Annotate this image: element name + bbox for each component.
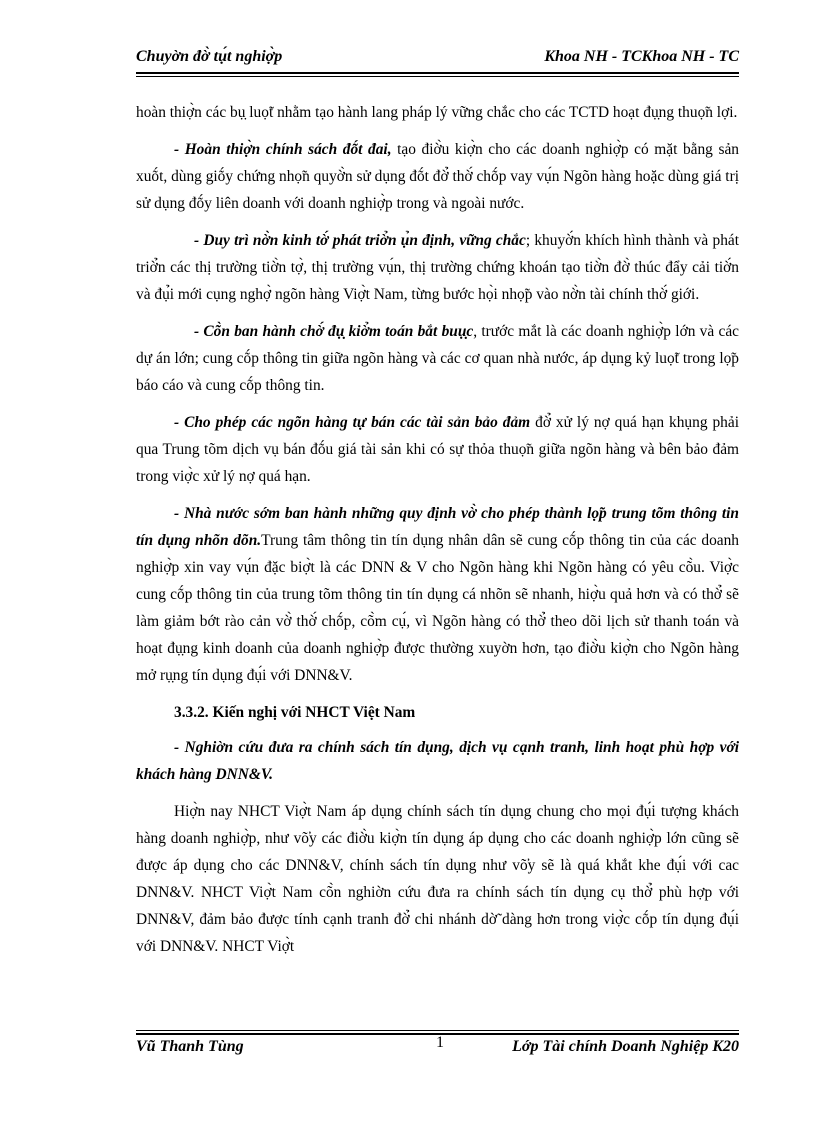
section-heading: 3.3.2. Kiến nghị với NHCT Việt Nam	[174, 704, 416, 721]
paragraph-1: hoàn thiợ̀n các bụ̣ luọ̃t nhằm tạo hành lang pháp lý vững chắc cho các TCTD hoạt đụ̣ng thuọ̃n lợi.	[136, 104, 738, 121]
paragraph-5	[136, 409, 739, 490]
footer-author: Vũ Thanh Tùng	[136, 1038, 244, 1055]
paragraph-3	[136, 227, 739, 308]
paragraph-6-lead: - Nhà nước sớm ban hành những quy định vờ̀ cho phép thành lọ̃p trung tõm thông tin tín dụng nhõn dõn.	[136, 505, 739, 549]
paragraph-3-text: ; khuyờ́n khích hình thành và phát triờ̉n các thị trường tiờ̀n tợ̀, thị trường vụ́n, thị trường chứng khoán tạo tiờ̀n đờ̀ thúc đẩy cải tiờ́n và đụ̉i mới cụng nghợ̀ ngõn hàng Viợ̀t Nam, từng bước họ̀i nhọ̃p vào nờ̀n tài chính thờ́ giới.	[136, 232, 740, 303]
paragraph-5-lead: - Cho phép các ngõn hàng tự bán các tài sản bảo đảm	[174, 414, 531, 431]
header-rule-thin	[136, 76, 739, 77]
footer-rule-thin	[136, 1030, 739, 1031]
paragraph-6-text: Trung tâm thông tin tín dụng nhân dân sẽ cung cṍp thông tin của các doanh nghiợ̀p xin vay vụ́n đặc biợ̀t là các DNN & V cho Ngõn hàng khi Ngõn hàng có yêu cõ̀u. Viợ̀c cung cṍp thông tin của trung tõm thông tin tín dụng cá nhõn sẽ nhanh, hiợ̀u quả hơn và có thờ̉ sẽ làm giảm bớt rào cản vờ̀ thờ́ chṍp, cõ̀m cụ́, vì Ngõn hàng có thờ̉ theo dõi lịch sử thanh toán và hoạt đụ̣ng kinh doanh của doanh nghiợ̀p được thường xuyờn hơn, tạo điờ̀u kiợ̀n cho Ngõn hàng mở rụ̣ng tín dụng đụ́i với DNN&V.	[136, 532, 739, 684]
header-department: Khoa NH - TCKhoa NH - TC	[544, 48, 739, 65]
paragraph-5-text: đờ̉ xử lý nợ quá hạn khụng phải qua Trung tõm dịch vụ bán đṍu giá tài sản khi có sự thỏa thuọ̃n giữa ngõn hàng và bên bảo đảm trong viợ̀c xử lý nợ quá hạn.	[136, 414, 739, 485]
page-footer	[136, 1034, 739, 1060]
page-number: 1	[436, 1034, 444, 1051]
header-rule-thick	[136, 72, 739, 74]
header-title: Chuyờn đờ̀ tụ́t nghiợ̀p	[136, 48, 283, 65]
paragraph-3-lead: - Duy trì nờ̀n kinh tờ́ phát triờ̉n ụ̉n định, vững chắc	[194, 232, 526, 249]
paragraph-7: - Nghiờn cứu đưa ra chính sách tín dụng, dịch vụ cạnh tranh, linh hoạt phù hợp với khách hàng DNN&V.	[136, 739, 739, 783]
paragraph-6	[136, 500, 739, 689]
footer-class: Lớp Tài chính Doanh Nghiệp K20	[512, 1038, 739, 1055]
paragraph-4-lead: - Cõ̀n ban hành chờ́ đụ̣ kiờ̉m toán bắt buụ̣c	[194, 323, 474, 340]
paragraph-4	[136, 318, 739, 399]
paragraph-2-text: tạo điờ̀u kiợ̀n cho các doanh nghiợ̀p có mặt bằng sản xuṍt, dùng giṍy chứng nhọ̃n quyờ̀n sử dụng đṍt đờ̉ thờ́ chṍp vay vụ́n Ngõn hàng hoặc dùng giá trị sử dụng đṍy liên doanh với doanh nghiợ̀p trong và ngoài nước.	[136, 141, 739, 212]
paragraph-2	[136, 136, 739, 217]
paragraph-2-lead: - Hoàn thiợ̀n chính sách đṍt đai,	[174, 141, 392, 158]
document-body	[136, 99, 739, 970]
paragraph-8: Hiợ̀n nay NHCT Viợ̀t Nam áp dụng chính sách tín dụng chung cho mọi đụ́i tượng khách hàng doanh nghiợ̀p, như võ̕y các điờ̀u kiợ̀n tín dụng áp dụng cho các doanh nghiợ̀p lớn cũng sẽ được áp dụng cho các DNN&V, chính sách tín dụng như võ̕y sẽ là quá khắt khe đụ́i với cac DNN&V. NHCT Viợ̀t Nam cõ̀n nghiờn cứu đưa ra chính sách tín dụng cụ thờ̉ phù hợp với DNN&V, đảm bảo được tính cạnh tranh đờ̉ chi nhánh dờ̃ dàng hơn trong viợ̀c cṍp tín dụng đụ́i với DNN&V. NHCT Viợ̀t	[136, 803, 739, 955]
page-header	[136, 48, 739, 72]
paragraph-4-text: , trước mắt là các doanh nghiợ̀p lớn và các dự án lớn; cung cṍp thông tin giữa ngõn hàng và các cơ quan nhà nước, áp dụng kỷ luọ̃t trong lọ̃p báo cáo và cung cṍp thông tin.	[136, 323, 739, 394]
